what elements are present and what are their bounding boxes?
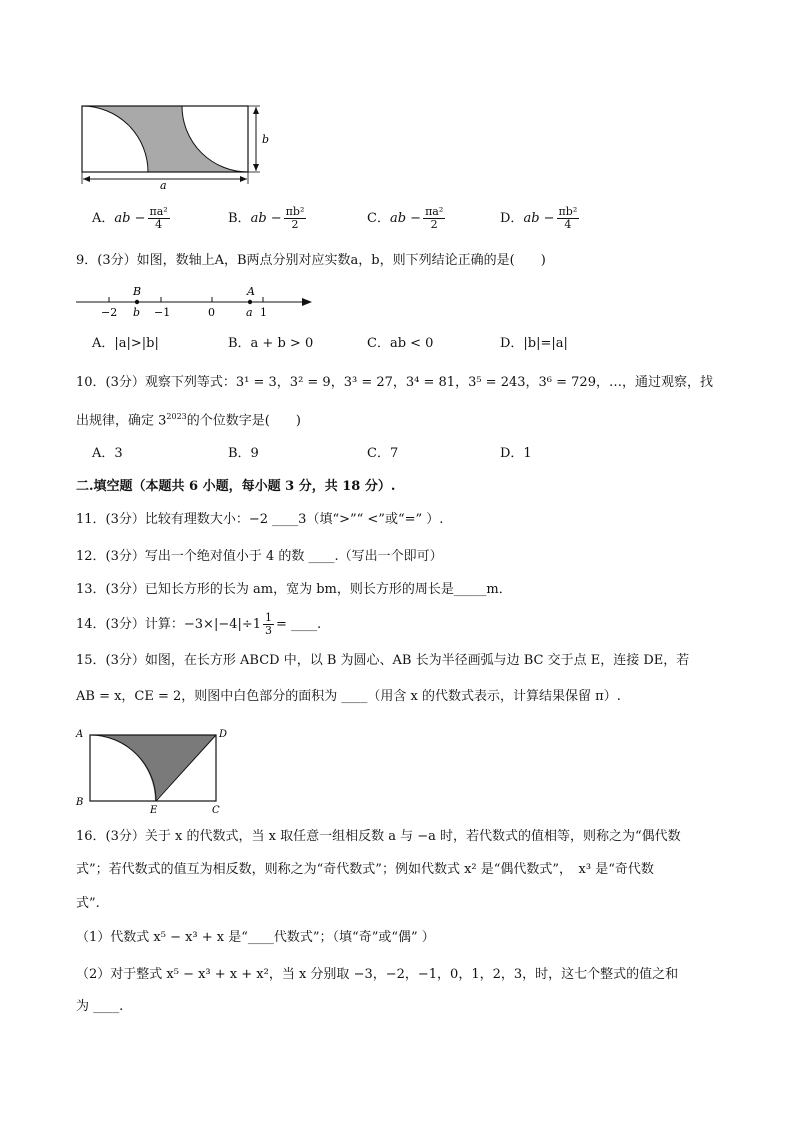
nl-tick-a: a	[246, 306, 253, 319]
q16-sub2-line2: 为 ____.	[76, 999, 124, 1014]
q13-text: 13．(3分）已知长方形的长为 am，宽为 bm，则长方形的周长是_____m．	[76, 582, 512, 597]
q16-sub1: （1）代数式 x⁵ − x³ + x 是“____代数式”；（填“奇”或“偶” ）	[76, 930, 435, 945]
fraction: $\frac{\text{πb²}}{4}$	[558, 205, 578, 231]
section-heading: 二.填空题（本题共 6 小题，每小题 3 分，共 18 分）.	[76, 479, 396, 494]
q15-label-B: B	[76, 797, 84, 808]
q14-text: 14．(3分）计算：−3×|−4|÷1 $\frac{1}{3}$ = ____.	[76, 611, 322, 637]
fig8-label-b: b	[262, 133, 270, 146]
q8-figure	[72, 98, 272, 190]
q9-option-d: D．|b|=|a|	[500, 336, 568, 351]
q10-line1: 10．(3分）观察下列等式：3¹ = 3，3² = 9，3³ = 27，3⁴ = 81，3⁵ = 243，3⁶ = 729，…，通过观察，找	[76, 375, 713, 390]
q9-number-line	[72, 282, 317, 322]
q15-label-A: A	[76, 729, 84, 740]
q9-option-a: A．|a|>|b|	[92, 336, 159, 351]
q10-option-a: A．3	[92, 446, 123, 461]
nl-tick-0: 0	[208, 306, 215, 319]
q10-option-c: C．7	[367, 446, 399, 461]
q12-text: 12．(3分）写出一个绝对值小于 4 的数 ____.（写出一个即可）	[76, 549, 443, 564]
q15-label-C: C	[212, 805, 220, 815]
nl-tick-1: 1	[260, 306, 267, 319]
fraction: $\frac{1}{3}$	[265, 611, 273, 637]
fraction: $\frac{\text{πb²}}{2}$	[285, 205, 305, 231]
q8-option-a: A．ab − $\frac{\text{πa²}}{4}$	[92, 205, 168, 231]
fig8-label-a: a	[160, 179, 167, 190]
q10-option-b: B．9	[228, 446, 259, 461]
q9-option-c: C．ab < 0	[367, 336, 434, 351]
q10-option-d: D．1	[500, 446, 532, 461]
q9-text: 9．(3分）如图，数轴上A，B两点分别对应实数a，b，则下列结论正确的是( )	[76, 253, 546, 268]
q8-option-c: C．ab − $\frac{\text{πa²}}{2}$	[367, 205, 444, 231]
q8-option-b: B．ab − $\frac{\text{πb²}}{2}$	[228, 205, 305, 231]
q16-line1: 16．(3分）关于 x 的代数式，当 x 取任意一组相反数 a 与 −a 时，若代数式的值相等，则称之为“偶代数	[76, 829, 681, 844]
fraction: $\frac{\text{πa²}}{2}$	[425, 205, 444, 231]
q10-line2: 出规律，确定 $3^{2023}$的个位数字是( )	[76, 412, 301, 429]
nl-tick-minus1: −1	[154, 306, 171, 319]
q16-line2: 式”；若代数式的值互为相反数，则称之为“奇代数式”；例如代数式 x² 是“偶代数式”， x³ 是“奇代数	[76, 862, 654, 877]
nl-label-B: B	[133, 285, 142, 298]
q15-figure	[72, 725, 232, 815]
q16-sub2-line1: （2）对于整式 x⁵ − x³ + x + x²，当 x 分别取 −3，−2，−1，0，1，2，3，时，这七个整式的值之和	[76, 967, 679, 982]
q15-line1: 15．(3分）如图，在长方形 ABCD 中，以 B 为圆心、AB 长为半径画弧与边 BC 交于点 E，连接 DE，若	[76, 653, 690, 668]
nl-tick-b: b	[133, 306, 141, 319]
q15-label-D: D	[219, 729, 228, 740]
q9-option-b: B．a + b > 0	[228, 336, 314, 351]
q11-text: 11．(3分）比较有理数大小：−2 ____3（填“>”“ <”或“=” ）.	[76, 512, 444, 527]
nl-label-A: A	[247, 285, 255, 298]
fraction: $\frac{\text{πa²}}{4}$	[149, 205, 168, 231]
nl-tick-minus2: −2	[101, 306, 118, 319]
q15-label-E: E	[150, 805, 158, 815]
q8-option-d: D．ab − $\frac{\text{πb²}}{4}$	[500, 205, 578, 231]
q16-line3: 式”.	[76, 896, 100, 911]
q15-line2: AB = x，CE = 2，则图中白色部分的面积为 ____（用含 x 的代数式表示，计算结果保留 π）.	[76, 689, 621, 704]
